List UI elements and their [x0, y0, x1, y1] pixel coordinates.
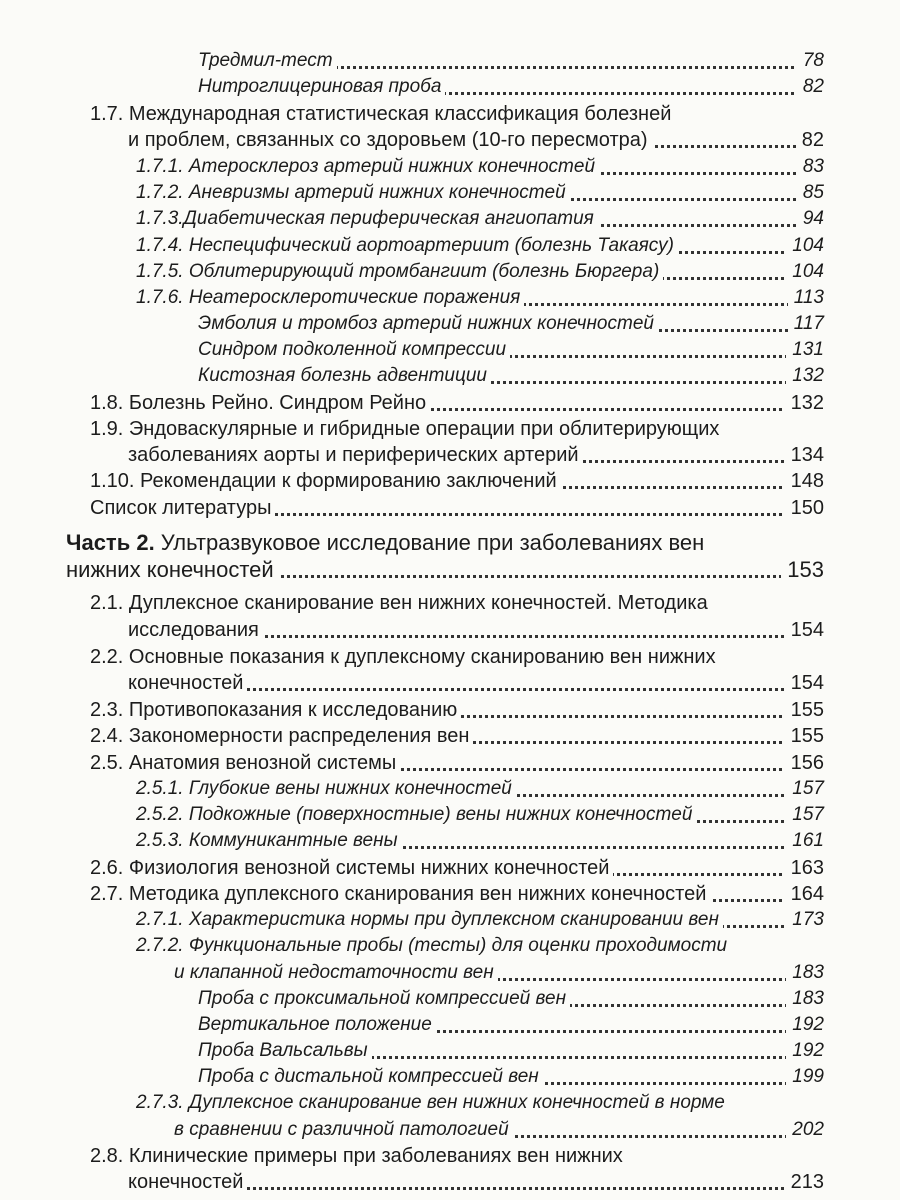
toc-title [66, 530, 708, 556]
toc-page-number: 132 [785, 390, 824, 416]
toc-page-number: 117 [788, 311, 824, 337]
toc-page-number: 82 [796, 127, 824, 153]
toc-page-number: 83 [797, 154, 824, 180]
toc-entry [0, 590, 900, 620]
toc-page-number: 192 [786, 1012, 824, 1038]
toc-entry [0, 557, 900, 587]
toc-title: и проблем, связанных со здоровьем (10-го пересмотра) [128, 127, 652, 153]
toc-title: Вертикальное положение [198, 1012, 436, 1038]
toc-page-number: 132 [786, 363, 824, 389]
part-title: Ультразвуковое исследование при заболеваниях вен [154, 530, 705, 555]
toc-title: 2.8. Клинические примеры при заболеваниях вен нижних [90, 1143, 627, 1169]
toc-page-number: 104 [786, 233, 824, 259]
toc-entry [0, 127, 900, 157]
toc-page-number: 163 [785, 855, 824, 881]
toc-title: Нитроглицериновая проба [198, 74, 445, 100]
toc-page-number: 78 [797, 48, 824, 74]
toc-entry [0, 74, 900, 104]
toc-page-number: 192 [786, 1038, 824, 1064]
toc-title: 2.2. Основные показания к дуплексному сканированию вен нижних [90, 644, 720, 670]
toc-title: 1.7.1. Атеросклероз артерий нижних конечностей [136, 154, 599, 180]
toc-page-number: 157 [786, 802, 824, 828]
toc-title: 2.7.3. Дуплексное сканирование вен нижних конечностей в норме [136, 1090, 729, 1116]
toc-entry [0, 617, 900, 647]
toc-page-number: 183 [786, 986, 824, 1012]
toc-title: 2.5.1. Глубокие вены нижних конечностей [136, 776, 516, 802]
toc-title: 1.7. Международная статистическая классификация болезней [90, 101, 675, 127]
toc-title: 2.5. Анатомия венозной системы [90, 750, 400, 776]
toc-page-number: 154 [785, 617, 824, 643]
toc-page-number: 131 [786, 337, 824, 363]
toc-title: Тредмил-тест [198, 48, 337, 74]
toc-entry [0, 1169, 900, 1199]
toc-title: нижних конечностей [66, 557, 278, 583]
toc-title: 1.9. Эндоваскулярные и гибридные операции при облитерирующих [90, 416, 723, 442]
toc-page-number: 134 [785, 442, 824, 468]
toc-title: 2.7.1. Характеристика нормы при дуплексном сканировании вен [136, 907, 723, 933]
toc-title: 1.7.3.Диабетическая периферическая ангиопатия [136, 206, 598, 232]
toc-title: и клапанной недостаточности вен [174, 960, 498, 986]
toc-title: 1.7.4. Неспецифический аортоартериит (болезнь Такаясу) [136, 233, 678, 259]
toc-title: 2.7. Методика дуплексного сканирования вен нижних конечностей [90, 881, 710, 907]
toc-title: 2.5.3. Коммуникантные вены [136, 828, 402, 854]
toc-page-number: 94 [797, 206, 824, 232]
toc-title: Проба с проксимальной компрессией вен [198, 986, 570, 1012]
toc-title: 2.7.2. Функциональные пробы (тесты) для оценки проходимости [136, 933, 731, 959]
toc-title: 2.3. Противопоказания к исследованию [90, 697, 461, 723]
toc-title: Список литературы [90, 495, 275, 521]
toc-page-number: 148 [785, 468, 824, 494]
toc-page-number: 113 [788, 285, 824, 311]
toc-title: Проба с дистальной компрессией вен [198, 1064, 543, 1090]
toc-page-number: 153 [781, 557, 824, 583]
toc-page-number: 161 [786, 828, 824, 854]
toc-title: Кистозная болезнь адвентиции [198, 363, 491, 389]
toc-title: конечностей [128, 1169, 247, 1195]
toc-page-number: 154 [785, 670, 824, 696]
toc-title: 1.7.5. Облитерирующий тромбангиит (болезнь Бюргера) [136, 259, 663, 285]
toc-page-number: 157 [786, 776, 824, 802]
toc-page-number: 164 [785, 881, 824, 907]
toc-page-number: 183 [786, 960, 824, 986]
toc-entry [0, 723, 900, 753]
toc-page-number: 155 [785, 697, 824, 723]
toc-entry [0, 933, 900, 963]
toc-entry [0, 1090, 900, 1120]
toc-entry [0, 468, 900, 498]
toc-title: исследования [128, 617, 263, 643]
toc-page-number: 213 [785, 1169, 824, 1195]
toc-title: 1.7.6. Неатеросклеротические поражения [136, 285, 524, 311]
toc-title: Проба Вальсальвы [198, 1038, 372, 1064]
toc-title: 2.4. Закономерности распределения вен [90, 723, 473, 749]
toc-title: 2.5.2. Подкожные (поверхностные) вены нижних конечностей [136, 802, 696, 828]
toc-page-number: 82 [797, 74, 824, 100]
toc-title: Синдром подколенной компрессии [198, 337, 510, 363]
part-label: Часть 2. [66, 530, 155, 555]
toc-title: 1.7.2. Аневризмы артерий нижних конечностей [136, 180, 570, 206]
toc-page-number: 173 [786, 907, 824, 933]
toc-entry [0, 670, 900, 700]
toc-page-number: 202 [786, 1117, 824, 1143]
toc-title: в сравнении с различной патологией [174, 1117, 513, 1143]
toc-title: конечностей [128, 670, 247, 696]
toc-entry [0, 495, 900, 525]
toc-title: заболеваниях аорты и периферических артерий [128, 442, 583, 468]
toc-entry [0, 828, 900, 858]
toc-page-number: 155 [785, 723, 824, 749]
toc-page-number: 150 [785, 495, 824, 521]
toc-title: Эмболия и тромбоз артерий нижних конечностей [198, 311, 658, 337]
toc-page-number: 104 [786, 259, 824, 285]
toc-title: 2.6. Физиология венозной системы нижних конечностей [90, 855, 613, 881]
toc-title: 1.10. Рекомендации к формированию заключений [90, 468, 561, 494]
toc-entry [0, 530, 900, 560]
toc-entry [0, 206, 900, 236]
toc-entry [0, 363, 900, 393]
toc-page-number: 156 [785, 750, 824, 776]
toc-title: 1.8. Болезнь Рейно. Синдром Рейно [90, 390, 430, 416]
toc-page-number: 85 [797, 180, 824, 206]
toc-page-number: 199 [786, 1064, 824, 1090]
toc-title: 2.1. Дуплексное сканирование вен нижних конечностей. Методика [90, 590, 712, 616]
